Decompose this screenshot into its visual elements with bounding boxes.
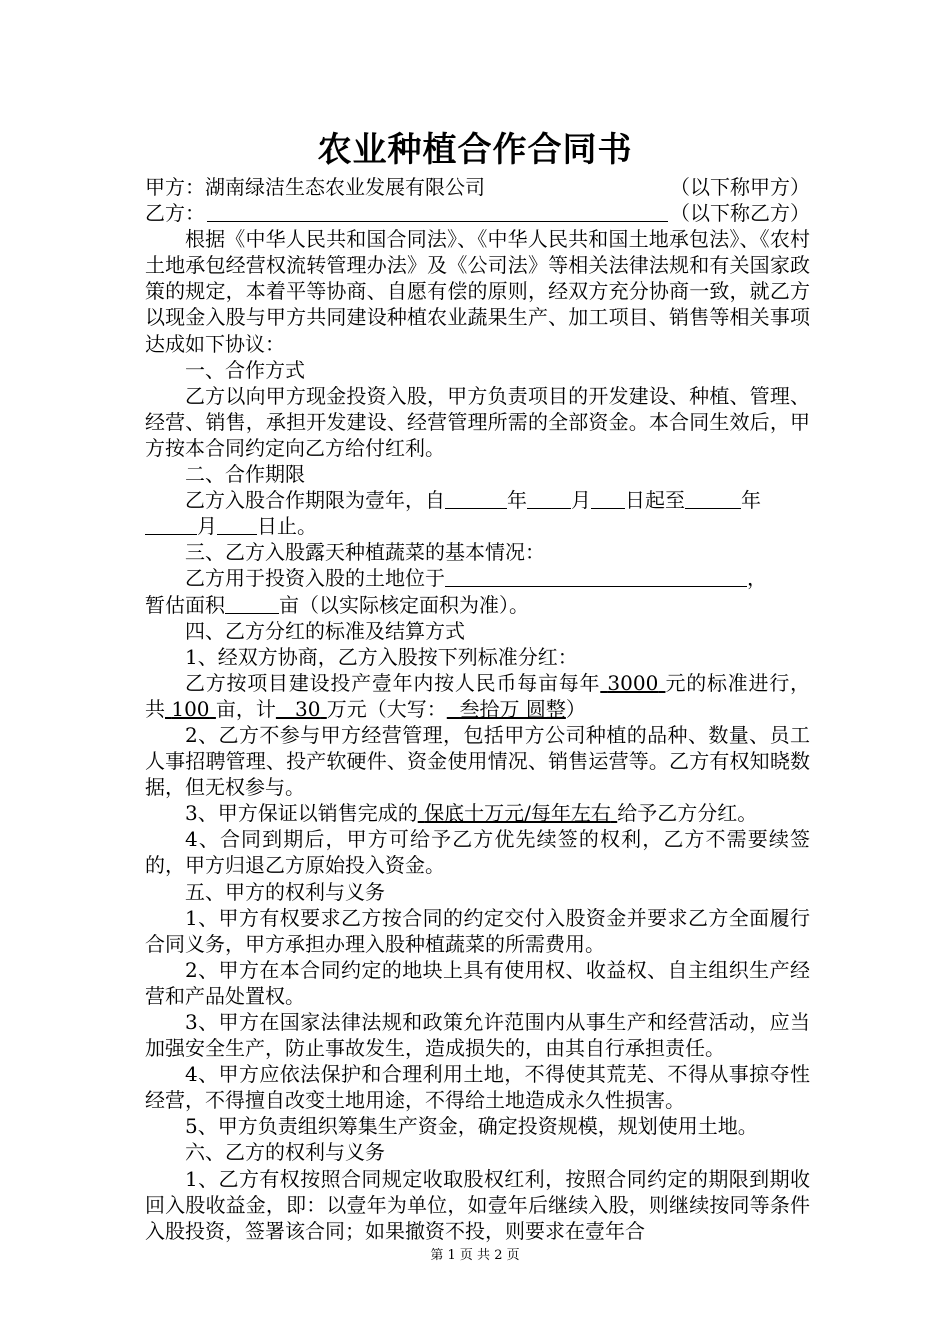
blank-line (225, 593, 279, 614)
blank-line (445, 566, 747, 587)
clause-item: 4、甲方应依法保护和合理利用土地，不得使其荒芜、不得从事掠夺性经营，不得擅自改变土地用途，不得给土地造成永久性损害。 (145, 1062, 810, 1113)
section-heading: 三、乙方入股露天种植蔬菜的基本情况： (185, 540, 545, 565)
party-a-suffix: （以下称甲方） (670, 175, 810, 199)
contract-body (145, 174, 810, 1244)
dividend-paragraph: 乙方按项目建设投产壹年内按人民币每亩每年 3000 元的标准进行，共 100 亩，计 30 万元（大写： 叁拾万 圆整） (145, 670, 811, 721)
page-footer: 第 1 页 共 2 页 (430, 1248, 520, 1263)
section-heading: 四、乙方分红的标准及结算方式 (185, 618, 465, 643)
preamble: 根据《中华人民共和国合同法》、《中华人民共和国土地承包法》、《农村土地承包经营权流转管理办法》及《公司法》等相关法律法规和有关国家政策的规定，本着平等协商、自愿有偿的原则，经双方充分协商一致，就乙方以现金入股与甲方共同建设种植农业蔬果生产、加工项目、销售等相关事项达成如下协议： (145, 227, 810, 356)
amount-per-mu: 3000 (607, 670, 659, 695)
blank-line (217, 514, 257, 535)
party-a-name: 湖南绿洁生态农业发展有限公司 (205, 175, 485, 199)
clause-item: 1、甲方有权要求乙方按合同的约定交付入股资金并要求乙方全面履行合同义务，甲方承担办理入股种植蔬菜的所需费用。 (145, 905, 810, 956)
section-heading: 六、乙方的权利与义务 (185, 1140, 385, 1165)
party-a-line (145, 174, 810, 200)
area-mu: 100 (171, 696, 210, 721)
clause-item: 2、乙方不参与甲方经营管理，包括甲方公司种植的品种、数量、员工人事招聘管理、投产软硬件、资金使用情况、销售运营等。乙方有权知晓数据，但无权参与。 (145, 722, 810, 800)
blank-line (685, 488, 741, 509)
clause-item: 5、甲方负责组织筹集生产资金，确定投资规模，规划使用土地。 (185, 1114, 758, 1139)
party-b-line (145, 200, 810, 226)
clause-item: 3、甲方在国家法律法规和政策允许范围内从事生产和经营活动，应当加强安全生产，防止事故发生，造成损失的，由其自行承担责任。 (145, 1010, 810, 1061)
section-heading: 一、合作方式 (185, 357, 305, 382)
blank-line (527, 488, 571, 509)
section-paragraph: 乙方以向甲方现金投资入股，甲方负责项目的开发建设、种植、管理、经营、销售，承担开发建设、经营管理所需的全部资金。本合同生效后，甲方按本合同约定向乙方给付红利。 (145, 383, 810, 460)
party-b-suffix: （以下称乙方） (670, 201, 810, 226)
section-heading: 五、甲方的权利与义务 (185, 879, 385, 904)
clause-item: 1、经双方协商，乙方入股按下列标准分红： (185, 644, 578, 669)
blank-line (445, 488, 507, 509)
party-a-label: 甲方： (145, 175, 205, 199)
guarantee-paragraph: 3、甲方保证以销售完成的 保底十万元/每年左右 给予乙方分红。 (185, 801, 758, 826)
party-b-blank (207, 200, 668, 222)
clause-item: 1、乙方有权按照合同规定收取股权红利，按照合同约定的期限到期收回入股收益金，即：以壹年为单位，如壹年后继续入股，则继续按同等条件入股投资，签署该合同；如果撤资不投，则要求在壹年合 (145, 1166, 810, 1243)
land-paragraph: 乙方用于投资入股的土地位于 ， 暂估面积 亩（以实际核定面积为准）。 (145, 566, 767, 617)
party-b-label: 乙方： (145, 201, 205, 226)
blank-line (591, 488, 625, 509)
clause-item: 4、合同到期后，甲方可给予乙方优先续签的权利，乙方不需要续签的，甲方归退乙方原始投入资金。 (145, 827, 810, 878)
term-paragraph: 乙方入股合作期限为壹年，自 年 月 日起至 年 月 日止。 (145, 487, 810, 539)
section-heading: 二、合作期限 (185, 462, 305, 487)
clause-item: 2、甲方在本合同约定的地块上具有使用权、收益权、自主组织生产经营和产品处置权。 (145, 957, 810, 1008)
blank-line (145, 514, 197, 535)
guaranteed-sales: 保底十万元/每年左右 (424, 801, 611, 826)
total-in-words: 叁拾万 圆整 (459, 696, 566, 721)
document-title: 农业种植合作合同书 (317, 130, 633, 170)
total-wan: 30 (294, 696, 321, 721)
